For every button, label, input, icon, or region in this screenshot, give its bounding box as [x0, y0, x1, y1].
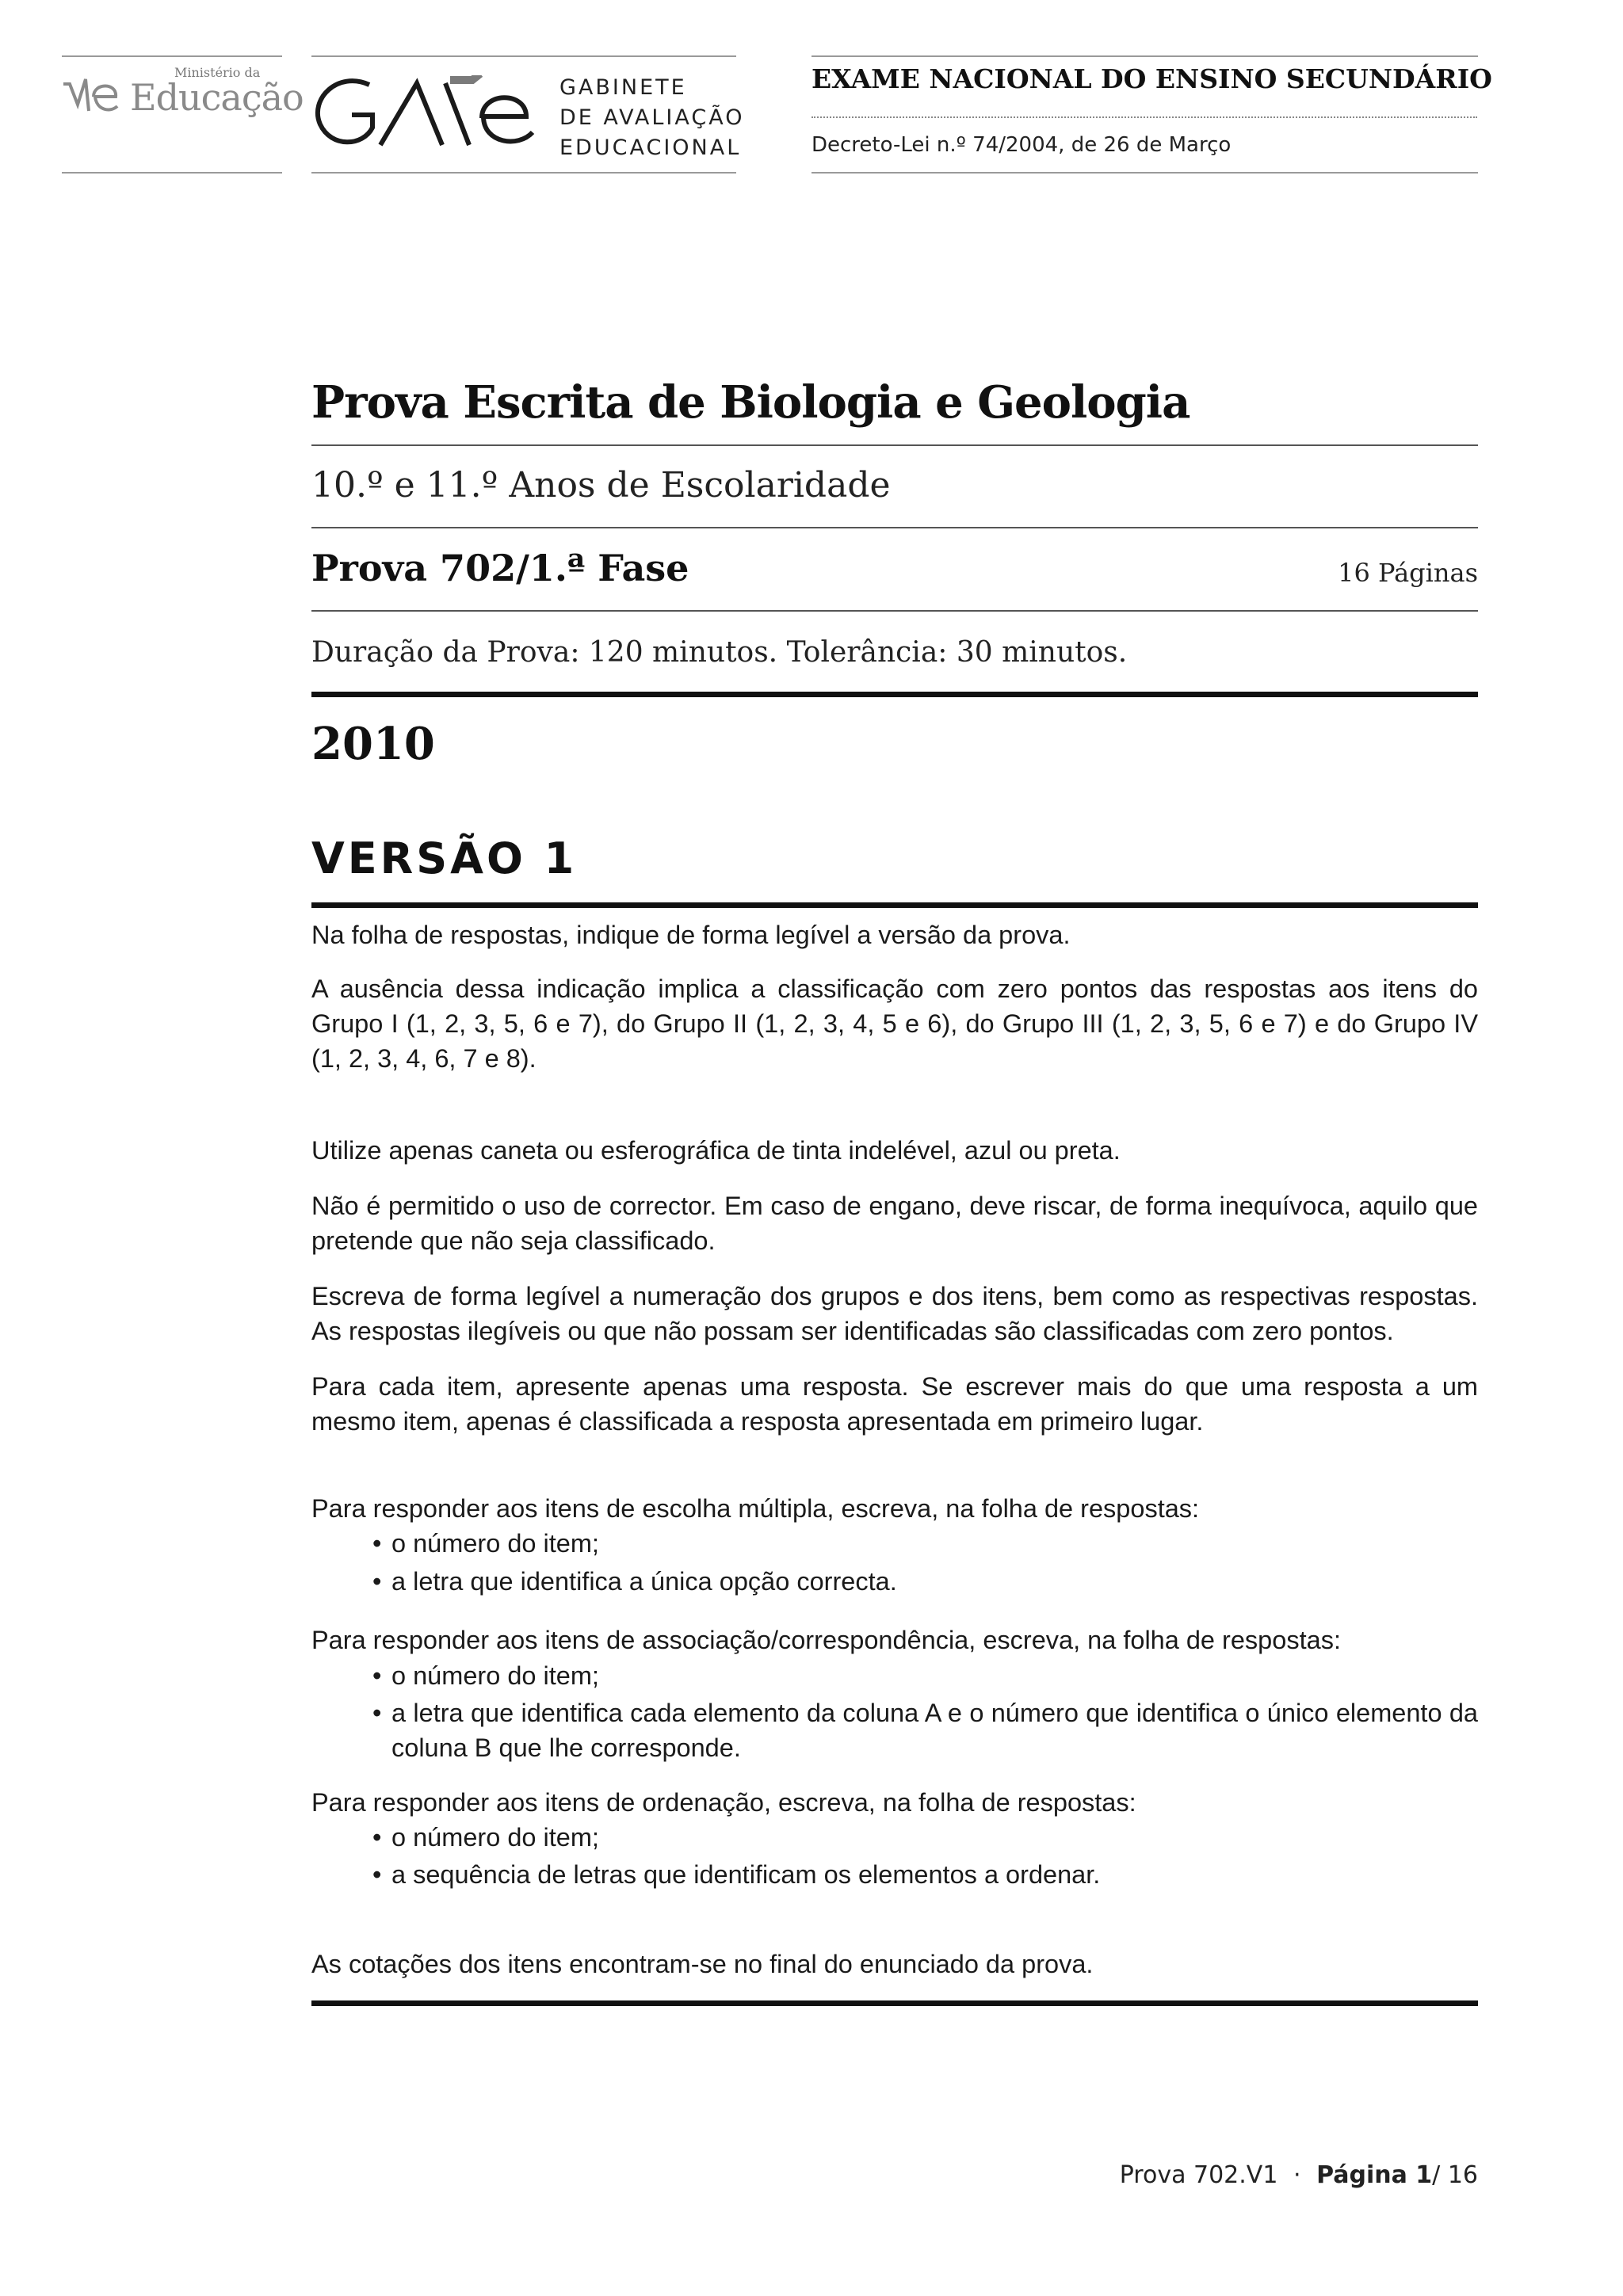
- title-rule-3: [311, 610, 1478, 612]
- title-rule-1: [311, 444, 1478, 446]
- ministerio-educacao-logo: [62, 65, 304, 120]
- page-title: Prova Escrita de Biologia e Geologia: [311, 376, 1190, 429]
- list-item: • o número do item;: [372, 1820, 1478, 1855]
- ministerio-label: Ministério da: [174, 65, 261, 80]
- decreto-label: Decreto-Lei n.º 74/2004, de 26 de Março: [812, 133, 1232, 157]
- versao-rule-thick: [311, 902, 1478, 908]
- instruction-versao: Na folha de respostas, indique de forma legível a versão da prova.: [311, 921, 1071, 949]
- list-item: • a letra que identifica cada elemento da coluna A e o número que identifica o único elemento da coluna B que lhe corresponde.: [372, 1695, 1478, 1765]
- duracao-prova: Duração da Prova: 120 minutos. Tolerância: 30 minutos.: [311, 636, 1128, 669]
- instructions-rule-bottom: [311, 2000, 1478, 2006]
- instruction-ausencia: A ausência dessa indicação implica a classificação com zero pontos das respostas aos itens do Grupo I (1, 2, 3, 5, 6 e 7), do Grupo II (1, 2, 3, 4, 5 e 6), do Grupo III (1, 2, 3, 5, 6 e 7) e do Grupo IV (1, 2, 3, 4, 6, 7 e 8).: [311, 974, 1478, 1073]
- assoc-bullet-1: o número do item;: [391, 1661, 599, 1690]
- prova-fase: Prova 702/1.ª Fase: [311, 547, 689, 589]
- assoc-bullet-2: a letra que identifica cada elemento da coluna A e o número que identifica o único elemento da coluna B que lhe corresponde.: [391, 1699, 1478, 1762]
- ordem-bullet-1: o número do item;: [391, 1823, 599, 1852]
- header-rule-bottom-mid: [311, 172, 736, 174]
- footer-prova: Prova 702.V1: [1119, 2161, 1278, 2189]
- gave-line-3: EDUCACIONAL: [559, 135, 742, 160]
- header-rule-top-left: [62, 55, 282, 57]
- multipla-bullet-2: a letra que identifica a única opção correcta.: [391, 1567, 897, 1596]
- header-rule-bottom-left: [62, 172, 282, 174]
- assoc-intro: Para responder aos itens de associação/correspondência, escreva, na folha de respostas:: [311, 1626, 1341, 1654]
- gave-text: [559, 73, 745, 163]
- multipla-intro: Para responder aos itens de escolha múltipla, escreva, na folha de respostas:: [311, 1494, 1200, 1523]
- anos-escolaridade: 10.º e 11.º Anos de Escolaridade: [311, 465, 891, 505]
- footer-separator: ·: [1293, 2161, 1301, 2189]
- versao-label: VERSÃO 1: [311, 833, 578, 883]
- me-logo-icon: [62, 73, 127, 117]
- header-rule-bottom-right: [812, 172, 1478, 174]
- multipla-bullet-1: o número do item;: [391, 1529, 599, 1558]
- exame-title: EXAME NACIONAL DO ENSINO SECUNDÁRIO: [812, 63, 1492, 94]
- list-item: • o número do item;: [372, 1658, 1478, 1693]
- list-item: • a sequência de letras que identificam os elementos a ordenar.: [372, 1857, 1478, 1892]
- page-count: 16 Páginas: [1338, 558, 1478, 588]
- cotacoes-note: As cotações dos itens encontram-se no final do enunciado da prova.: [311, 1950, 1094, 1978]
- header-dotted-divider: [812, 116, 1477, 118]
- list-item: • o número do item;: [372, 1526, 1478, 1561]
- footer-pagina: Página 1: [1316, 2161, 1433, 2189]
- ordem-bullet-2: a sequência de letras que identificam os elementos a ordenar.: [391, 1860, 1101, 1889]
- educacao-label: Educação: [130, 76, 304, 119]
- header-rule-top-mid: [311, 55, 736, 57]
- list-item: • a letra que identifica a única opção correcta.: [372, 1564, 1478, 1599]
- exam-year: 2010: [311, 718, 435, 770]
- instruction-legivel: Escreva de forma legível a numeração dos grupos e dos itens, bem como as respectivas respostas. As respostas ilegíveis ou que não possam ser identificadas são classificadas com zero pontos.: [311, 1282, 1478, 1345]
- title-rule-2: [311, 527, 1478, 528]
- title-rule-thick-1: [311, 692, 1478, 697]
- ordem-intro: Para responder aos itens de ordenação, escreva, na folha de respostas:: [311, 1788, 1136, 1817]
- instruction-caneta: Utilize apenas caneta ou esferográfica de tinta indelével, azul ou preta.: [311, 1136, 1121, 1165]
- instruction-corrector: Não é permitido o uso de corrector. Em caso de engano, deve riscar, de forma inequívoca, aquilo que pretende que não seja classificado.: [311, 1192, 1478, 1255]
- header-rule-top-right: [812, 55, 1478, 57]
- instruction-resposta-unica: Para cada item, apresente apenas uma resposta. Se escrever mais do que uma resposta a um mesmo item, apenas é classificada a resposta apresentada em primeiro lugar.: [311, 1372, 1478, 1436]
- footer-total: / 16: [1432, 2161, 1478, 2189]
- gave-line-2: DE AVALIAÇÃO: [559, 105, 745, 130]
- page-footer: [1120, 2161, 1478, 2189]
- gave-logo-icon: [314, 75, 536, 151]
- gave-line-1: GABINETE: [559, 75, 687, 100]
